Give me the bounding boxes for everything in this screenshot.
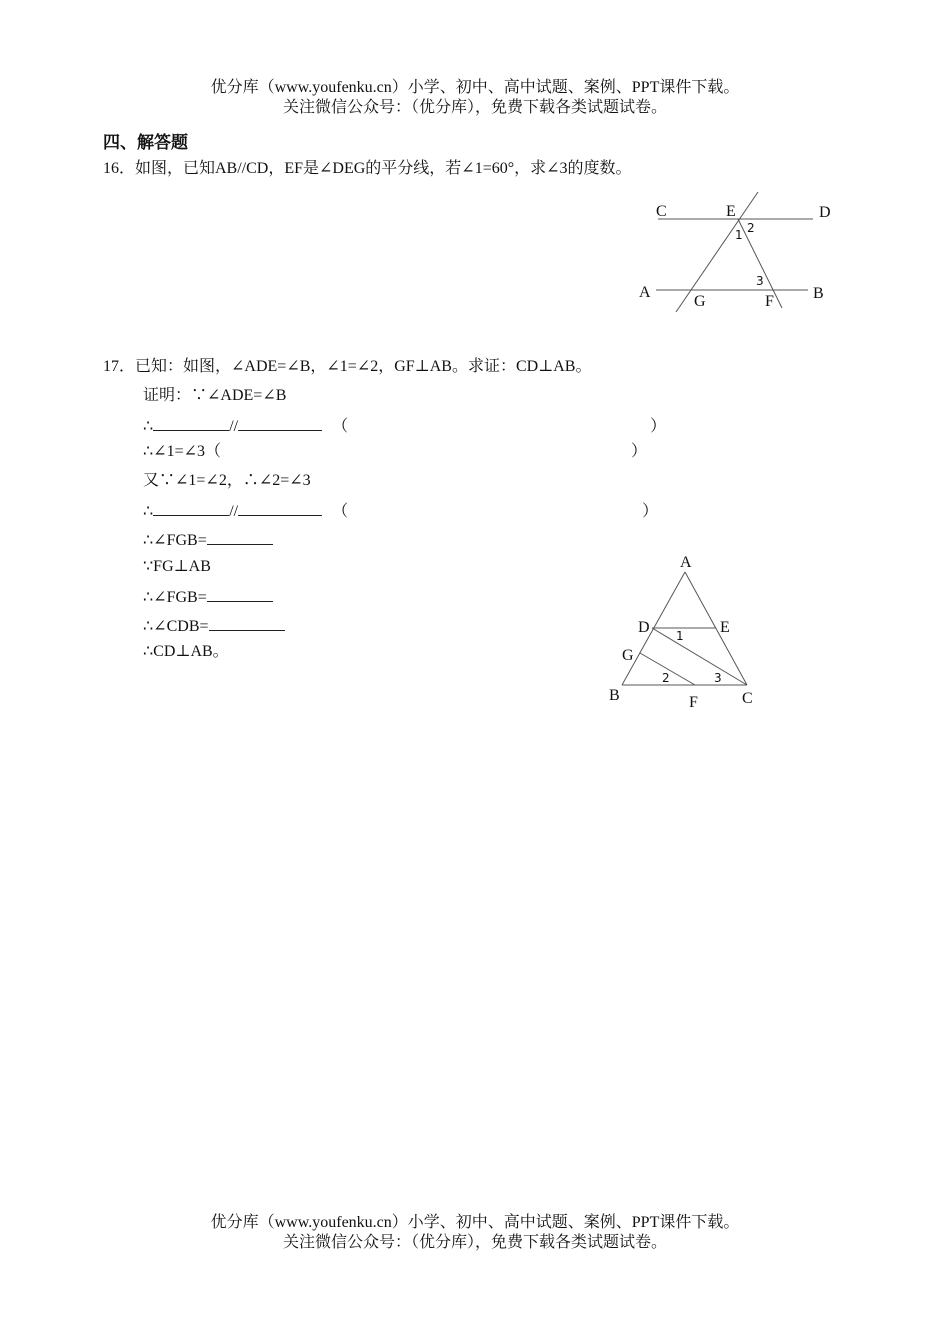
label-a: A xyxy=(680,554,692,571)
section-title: 四、解答题 xyxy=(103,133,188,153)
label-a: A xyxy=(639,284,651,301)
blank-input[interactable] xyxy=(207,585,273,602)
blank-input[interactable] xyxy=(209,614,285,631)
proof-line-7: ∵FG⊥AB xyxy=(143,558,211,575)
proof-line-1: 证明：∵∠ADE=∠B xyxy=(143,387,287,404)
label-g: G xyxy=(622,647,634,664)
figure-q17 xyxy=(600,548,770,718)
proof-line-9: ∴∠CDB= xyxy=(143,614,285,637)
label-g: G xyxy=(694,293,706,310)
line-ge xyxy=(676,192,758,312)
proof-line-10: ∴CD⊥AB。 xyxy=(143,643,229,660)
label-c: C xyxy=(742,690,753,707)
label-e: E xyxy=(720,619,730,636)
proof-line-6: ∴∠FGB= xyxy=(143,528,273,551)
label-b: B xyxy=(609,687,620,704)
label-d: D xyxy=(638,619,650,636)
footer-line-1: 优分库（www.youfenku.cn）小学、初中、高中试题、案例、PPT课件下载。 xyxy=(210,1214,740,1231)
label-c: C xyxy=(656,203,667,220)
label-b: B xyxy=(813,285,824,302)
label-e: E xyxy=(726,203,736,220)
angle-2: 2 xyxy=(747,221,755,235)
proof-line-5: ∴ // （ ） xyxy=(143,499,658,522)
proof-line-8: ∴∠FGB= xyxy=(143,585,273,608)
angle-3: 3 xyxy=(714,671,722,685)
line-ef xyxy=(738,219,782,308)
page-header xyxy=(0,78,950,118)
label-d: D xyxy=(819,204,831,221)
proof-line-3: ∴∠1=∠3（ ） xyxy=(143,443,648,460)
header-line-2: 关注微信公众号：（优分库），免费下载各类试题试卷。 xyxy=(282,99,667,116)
blank-input[interactable] xyxy=(238,414,322,431)
blank-input[interactable] xyxy=(207,528,273,545)
question-17-text: 17．已知：如图，∠ADE=∠B，∠1=∠2，GF⊥AB。求证：CD⊥AB。 xyxy=(103,358,592,375)
question-16-text: 16．如图，已知AB//CD，EF是∠DEG的平分线，若∠1=60°，求∠3的度数。 xyxy=(103,160,632,177)
figure-q16 xyxy=(630,188,840,318)
angle-3: 3 xyxy=(756,274,764,288)
label-f: F xyxy=(765,293,774,310)
proof-line-4: 又∵∠1=∠2，∴∠2=∠3 xyxy=(143,472,311,489)
angle-1: 1 xyxy=(676,629,684,643)
label-f: F xyxy=(689,694,698,711)
blank-input[interactable] xyxy=(153,499,229,516)
footer-line-2: 关注微信公众号：（优分库），免费下载各类试题试卷。 xyxy=(282,1234,667,1251)
proof-line-2: ∴ // （ ） xyxy=(143,414,666,437)
angle-2: 2 xyxy=(662,671,670,685)
header-line-1: 优分库（www.youfenku.cn）小学、初中、高中试题、案例、PPT课件下载。 xyxy=(210,79,740,96)
page-footer xyxy=(0,1213,950,1253)
angle-1: 1 xyxy=(735,228,743,242)
blank-input[interactable] xyxy=(238,499,322,516)
blank-input[interactable] xyxy=(153,414,229,431)
